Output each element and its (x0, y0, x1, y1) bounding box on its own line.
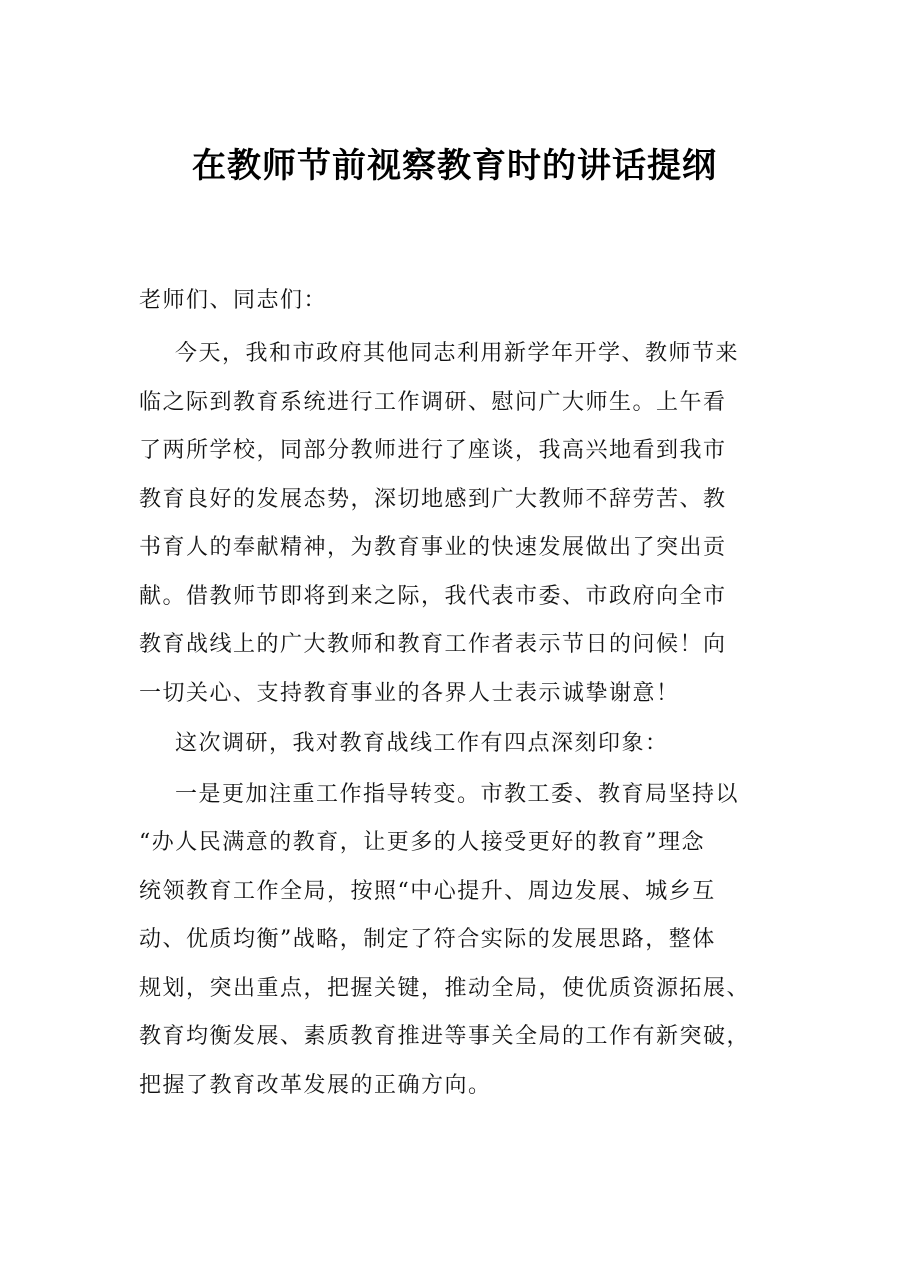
document-body (139, 276, 769, 1112)
paragraph-line: 今天，我和市政府其他同志利用新学年开学、教师节来 (175, 341, 740, 366)
salutation: 老师们、同志们： (139, 288, 328, 313)
paragraph-line: “办人民满意的教育，让更多的人接受更好的教育”理念 (139, 830, 705, 855)
paragraph-line: 书育人的奉献精神，为教育事业的快速发展做出了突出贡 (139, 535, 727, 560)
paragraph-line: 献。借教师节即将到来之际，我代表市委、市政府向全市 (139, 583, 727, 609)
paragraph-3 (139, 771, 769, 1111)
paragraph-line: 规划，突出重点，把握关键，推动全局，使优质资源拓展、 (139, 975, 751, 1001)
paragraph-line: 一切关心、支持教育事业的各界人士表示诚挚谢意！ (139, 680, 680, 706)
paragraph-line: 统领教育工作全局，按照“中心提升、周边发展、城乡互 (139, 878, 716, 904)
paragraph-line: 教育均衡发展、素质教育推进等事关全局的工作有新突破， (139, 1024, 751, 1049)
paragraph-line: 动、优质均衡”战略，制定了符合实际的发展思路，整体 (139, 927, 716, 952)
paragraph-line: 一是更加注重工作指导转变。市教工委、教育局坚持以 (175, 781, 740, 807)
paragraph-line: 把握了教育改革发展的正确方向。 (139, 1072, 492, 1098)
paragraph-line: 了两所学校，同部分教师进行了座谈，我高兴地看到我市 (139, 438, 727, 463)
paragraph-line: 临之际到教育系统进行工作调研、慰问广大师生。上午看 (139, 389, 727, 415)
paragraph-2 (139, 720, 769, 769)
paragraph-1 (139, 330, 769, 718)
paragraph-line: 教育良好的发展态势，深切地感到广大教师不辞劳苦、教 (139, 486, 727, 512)
paragraph-line: 这次调研，我对教育战线工作有四点深刻印象： (175, 731, 669, 756)
document-title: 在教师节前视察教育时的讲话提纲 (192, 146, 717, 186)
paragraph-line: 教育战线上的广大教师和教育工作者表示节日的问候！向 (139, 632, 727, 657)
